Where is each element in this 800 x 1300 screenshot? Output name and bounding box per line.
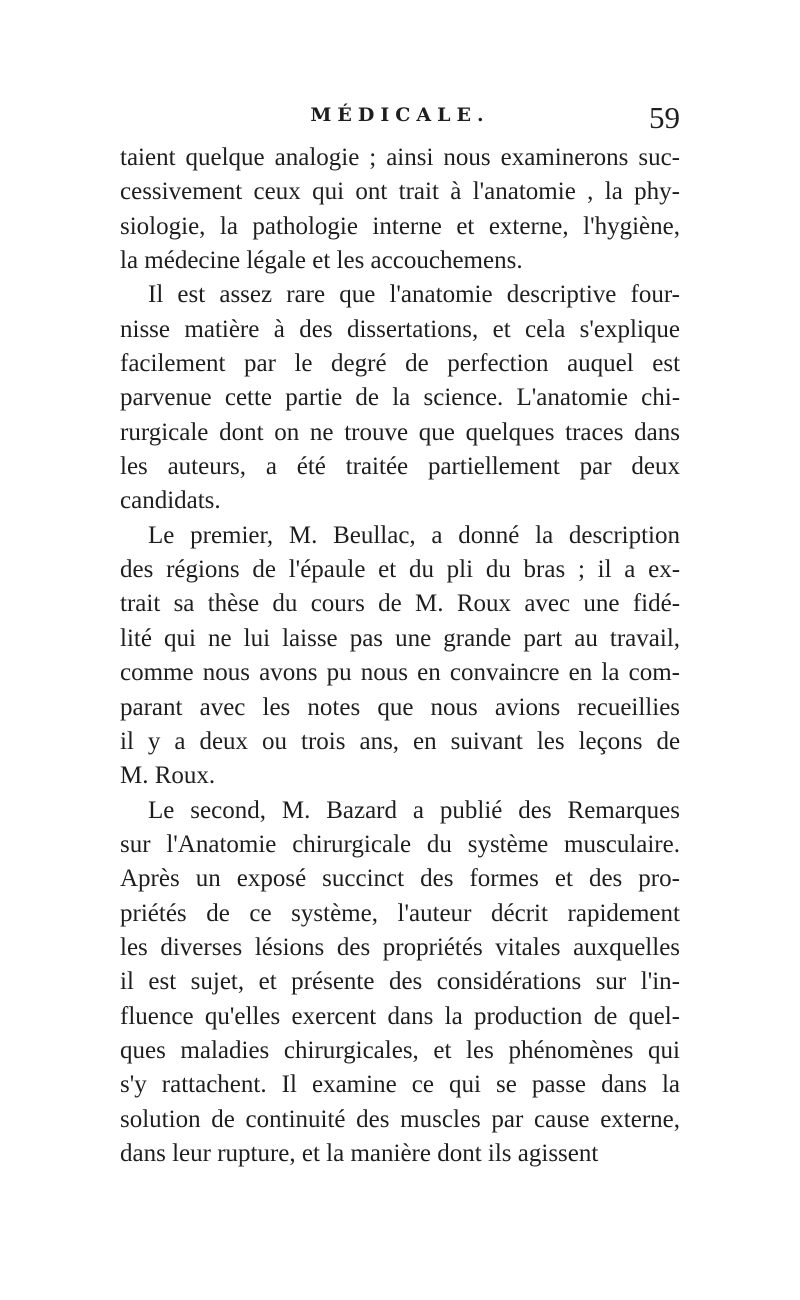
text-line: dans leur rupture, et la manière dont ils agissent (120, 1139, 599, 1167)
text-line: Le premier, M. Beullac, a donné la description (148, 521, 680, 549)
text-line: il est sujet, et présente des considérations sur l'in- (120, 968, 680, 996)
paragraph-3 (120, 519, 680, 794)
text-line: s'y rattachent. Il examine ce qui se passe dans la (120, 1071, 680, 1099)
text-line: lité qui ne lui laisse pas une grande part au travail, (120, 624, 680, 652)
text-line: des régions de l'épaule et du pli du bras ; il a ex- (120, 556, 680, 584)
running-title: MÉDICALE. (310, 104, 490, 126)
text-line: candidats. (120, 487, 221, 515)
text-line: parvenue cette partie de la science. L'anatomie chi- (120, 384, 680, 412)
text-line: siologie, la pathologie interne et externe, l'hygiène, (120, 212, 680, 240)
body-text (120, 141, 680, 1171)
text-line: parant avec les notes que nous avions recueillies (120, 693, 680, 721)
page-number: 59 (649, 100, 680, 135)
text-line: Il est assez rare que l'anatomie descriptive four- (148, 281, 680, 309)
text-line: rurgicale dont on ne trouve que quelques traces dans (120, 418, 680, 446)
text-line: M. Roux. (120, 762, 216, 790)
text-line: Après un exposé succinct des formes et des pro- (120, 865, 680, 893)
text-line: trait sa thèse du cours de M. Roux avec une fidé- (120, 590, 680, 618)
text-line: ques maladies chirurgicales, et les phénomènes qui (120, 1036, 680, 1064)
page-header (120, 100, 680, 140)
text-line: cessivement ceux qui ont trait à l'anatomie , la phy- (120, 178, 680, 206)
text-line: priétés de ce système, l'auteur décrit rapidement (120, 899, 680, 927)
text-line: taient quelque analogie ; ainsi nous examinerons suc- (120, 144, 680, 171)
text-line: solution de continuité des muscles par cause externe, (120, 1105, 680, 1133)
text-line: les diverses lésions des propriétés vitales auxquelles (120, 933, 680, 961)
text-line: il y a deux ou trois ans, en suivant les leçons de (120, 727, 680, 755)
text-line: les auteurs, a été traitée partiellement par deux (120, 453, 680, 481)
text-line: sur l'Anatomie chirurgicale du système musculaire. (120, 830, 680, 858)
text-line: la médecine légale et les accouchemens. (120, 247, 523, 275)
text-line: nisse matière à des dissertations, et cela s'explique (120, 315, 680, 343)
paragraph-4 (120, 794, 680, 1172)
text-line: Le second, M. Bazard a publié des Remarques (148, 796, 680, 824)
text-line: fluence qu'elles exercent dans la production de quel- (120, 1002, 680, 1030)
paragraph-1 (120, 141, 680, 278)
text-line: comme nous avons pu nous en convaincre en la com- (120, 659, 680, 687)
paragraph-2 (120, 278, 680, 518)
text-line: facilement par le degré de perfection auquel est (120, 350, 680, 378)
